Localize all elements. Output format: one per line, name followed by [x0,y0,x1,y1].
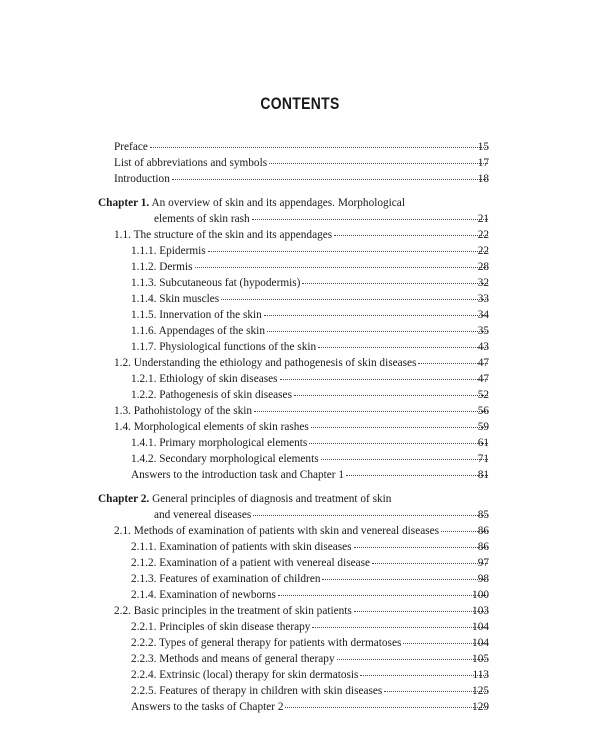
toc-entry-leader-line [131,651,490,667]
dot-leader [280,379,488,380]
toc-entry-title: List of abbreviations and symbols [114,157,268,169]
toc-entry [0,211,600,227]
toc-entry [0,419,600,435]
toc-page-number: 97 [477,557,489,569]
toc-entry-leader-line [131,323,490,339]
toc-entry-title: 2.1.2. Examination of a patient with venereal disease [131,557,371,569]
toc-entry-leader-line [131,467,490,483]
toc-page-number: 100 [472,589,489,601]
dot-leader [254,411,488,412]
toc-entry-title: 1.1.6. Appendages of the skin [131,325,265,337]
dot-leader [360,675,488,676]
dot-leader [269,163,488,164]
dot-leader [150,147,488,148]
toc-entry [0,275,600,291]
dot-leader [346,475,488,476]
toc-page-number: 86 [477,541,489,553]
toc-entry [0,699,600,715]
toc-entry [0,323,600,339]
dot-leader [221,299,488,300]
toc-entry-leader-line [114,139,490,155]
toc-entry [0,387,600,403]
toc-entry-title: 1.4. Morphological elements of skin rashes [114,421,309,433]
dot-leader [252,219,488,220]
toc-entry [0,683,600,699]
toc-entry-leader-line [131,451,490,467]
dot-leader [312,627,488,628]
toc-chapter-line [98,195,405,211]
toc-entry-leader-line [114,355,490,371]
toc-page-number: 47 [477,357,489,369]
chapter-label: Chapter 1. [98,197,150,209]
toc-page-number: 105 [472,653,489,665]
chapter-title: An overview of skin and its appendages. Morphological [151,197,405,209]
toc-entry-leader-line [131,243,490,259]
toc-page-number: 61 [477,437,489,449]
toc-entry-leader-line [131,371,490,387]
toc-page-number: 86 [477,525,489,537]
toc-entry-leader-line [114,603,490,619]
toc-entry-leader-line [131,539,490,555]
toc-entry-title: 2.2.3. Methods and means of general therapy [131,653,335,665]
toc-entry-leader-line [114,171,490,187]
dot-leader [208,251,488,252]
toc-entry [0,307,600,323]
chapter-label: Chapter 2. [98,493,150,505]
toc-entry-leader-line [131,307,490,323]
toc-entry [0,435,600,451]
toc-entry [0,259,600,275]
toc-entry [0,635,600,651]
toc-page-number: 22 [477,245,489,257]
toc-page-number: 21 [477,213,489,225]
toc-entry [0,651,600,667]
toc-entry-title: Preface [114,141,148,153]
toc-entry [0,539,600,555]
toc-entry-title: 1.4.2. Secondary morphological elements [131,453,319,465]
toc-entry-title: Answers to the tasks of Chapter 2 [131,701,284,713]
dot-leader [172,179,488,180]
toc-entry-title: 2.2.1. Principles of skin disease therapy [131,621,311,633]
dot-leader [372,563,488,564]
toc-entry [0,291,600,307]
toc-entry-title: 1.1.5. Innervation of the skin [131,309,262,321]
toc-page-number: 18 [477,173,489,185]
toc-entry-title: 2.2. Basic principles in the treatment of skin patients [114,605,352,617]
toc-page-number: 103 [472,605,489,617]
toc-entry [0,571,600,587]
toc-entry-leader-line [131,435,490,451]
dot-leader [294,395,488,396]
toc-entry-title: Introduction [114,173,170,185]
toc-entry [0,667,600,683]
toc-entry-leader-line [131,275,490,291]
toc-page-number: 81 [477,469,489,481]
dot-leader [334,235,488,236]
dot-leader [195,267,489,268]
toc-entry [0,243,600,259]
toc-entry-title: 2.1.1. Examination of patients with skin diseases [131,541,352,553]
toc-entry-leader-line [131,699,490,715]
toc-entry-title: elements of skin rash [154,213,250,225]
toc-entry [0,467,600,483]
toc-page-number: 98 [477,573,489,585]
dot-leader [309,443,488,444]
toc-entry-title: 1.3. Pathohistology of the skin [114,405,253,417]
page-title: CONTENTS [260,94,340,113]
chapter-title: General principles of diagnosis and treatment of skin [152,493,392,505]
dot-leader [321,459,488,460]
toc-entry-title: 2.1.3. Features of examination of children [131,573,321,585]
toc-page-number: 125 [472,685,489,697]
toc-entry-leader-line [114,227,490,243]
toc-entry-title: 1.1. The structure of the skin and its appendages [114,229,333,241]
dot-leader [318,347,488,348]
toc-entry-leader-line [131,555,490,571]
toc-page-number: 32 [477,277,489,289]
dot-leader [337,659,488,660]
toc-page-number: 43 [477,341,489,353]
toc-page-number: 56 [477,405,489,417]
toc-entry [0,155,600,171]
dot-leader [278,595,488,596]
toc-entry-title: 1.1.1. Epidermis [131,245,206,257]
toc-entry [0,171,600,187]
dot-leader [322,579,488,580]
toc-page-number: 33 [477,293,489,305]
toc-page-number: 85 [477,509,489,521]
toc-entry-title: 2.1.4. Examination of newborns [131,589,276,601]
toc-page-number: 47 [477,373,489,385]
toc-chapter-heading [0,491,600,507]
toc-page-number: 34 [477,309,489,321]
toc-entry-leader-line [131,587,490,603]
toc-entry [0,523,600,539]
toc-page-number: 104 [472,637,489,649]
toc-entry-leader-line [131,259,490,275]
toc-page-number: 71 [477,453,489,465]
toc-page-number: 22 [477,229,489,241]
toc-entry [0,339,600,355]
toc-chapter-line [98,491,391,507]
toc-page-number: 15 [477,141,489,153]
toc-entry-title: 2.2.4. Extrinsic (local) therapy for skin dermatosis [131,669,359,681]
toc-entry-title: 1.1.4. Skin muscles [131,293,220,305]
toc-entry [0,371,600,387]
toc-entry-title: 1.2.1. Ethiology of skin diseases [131,373,278,385]
dot-leader [264,315,488,316]
toc-entry-title: 1.1.2. Dermis [131,261,193,273]
toc-page-number: 59 [477,421,489,433]
toc-entry-title: 2.1. Methods of examination of patients with skin and venereal diseases [114,525,440,537]
toc-page-number: 35 [477,325,489,337]
toc-entry [0,587,600,603]
toc-entry-title: and venereal diseases [154,509,252,521]
toc-entry-title: Answers to the introduction task and Chapter 1 [131,469,345,481]
dot-leader [302,283,488,284]
table-of-contents [0,139,600,715]
dot-leader [354,611,488,612]
toc-entry-title: 1.1.3. Subcutaneous fat (hypodermis) [131,277,301,289]
toc-entry [0,555,600,571]
toc-page-number: 129 [472,701,489,713]
toc-entry-leader-line [154,507,490,523]
toc-entry-leader-line [114,155,490,171]
dot-leader [311,427,488,428]
toc-entry-leader-line [114,403,490,419]
toc-entry-leader-line [131,571,490,587]
dot-leader [285,707,488,708]
toc-entry-leader-line [131,387,490,403]
toc-entry [0,507,600,523]
toc-entry-leader-line [131,683,490,699]
toc-entry-title: 1.1.7. Physiological functions of the skin [131,341,317,353]
toc-entry-title: 1.2.2. Pathogenesis of skin diseases [131,389,292,401]
toc-entry-leader-line [131,339,490,355]
toc-entry-leader-line [131,291,490,307]
toc-entry [0,451,600,467]
toc-page-number: 28 [477,261,489,273]
dot-leader [267,331,488,332]
toc-chapter-heading [0,195,600,211]
toc-page-number: 104 [472,621,489,633]
dot-leader [253,515,488,516]
toc-entry [0,139,600,155]
toc-entry-title: 1.2. Understanding the ethiology and pathogenesis of skin diseases [114,357,417,369]
toc-entry [0,227,600,243]
toc-entry-leader-line [114,419,490,435]
toc-entry-leader-line [131,619,490,635]
toc-entry-leader-line [131,667,490,683]
toc-entry-title: 2.2.5. Features of therapy in children with skin diseases [131,685,383,697]
toc-entry [0,619,600,635]
toc-page-number: 113 [472,669,489,681]
toc-entry [0,355,600,371]
toc-entry-title: 1.4.1. Primary morphological elements [131,437,308,449]
toc-entry-title: 2.2.2. Types of general therapy for patients with dermatoses [131,637,402,649]
dot-leader [354,547,488,548]
toc-entry [0,403,600,419]
toc-entry-leader-line [131,635,490,651]
toc-page-number: 17 [477,157,489,169]
toc-page-number: 52 [477,389,489,401]
toc-entry [0,603,600,619]
toc-entry-leader-line [114,523,490,539]
toc-entry-leader-line [154,211,490,227]
